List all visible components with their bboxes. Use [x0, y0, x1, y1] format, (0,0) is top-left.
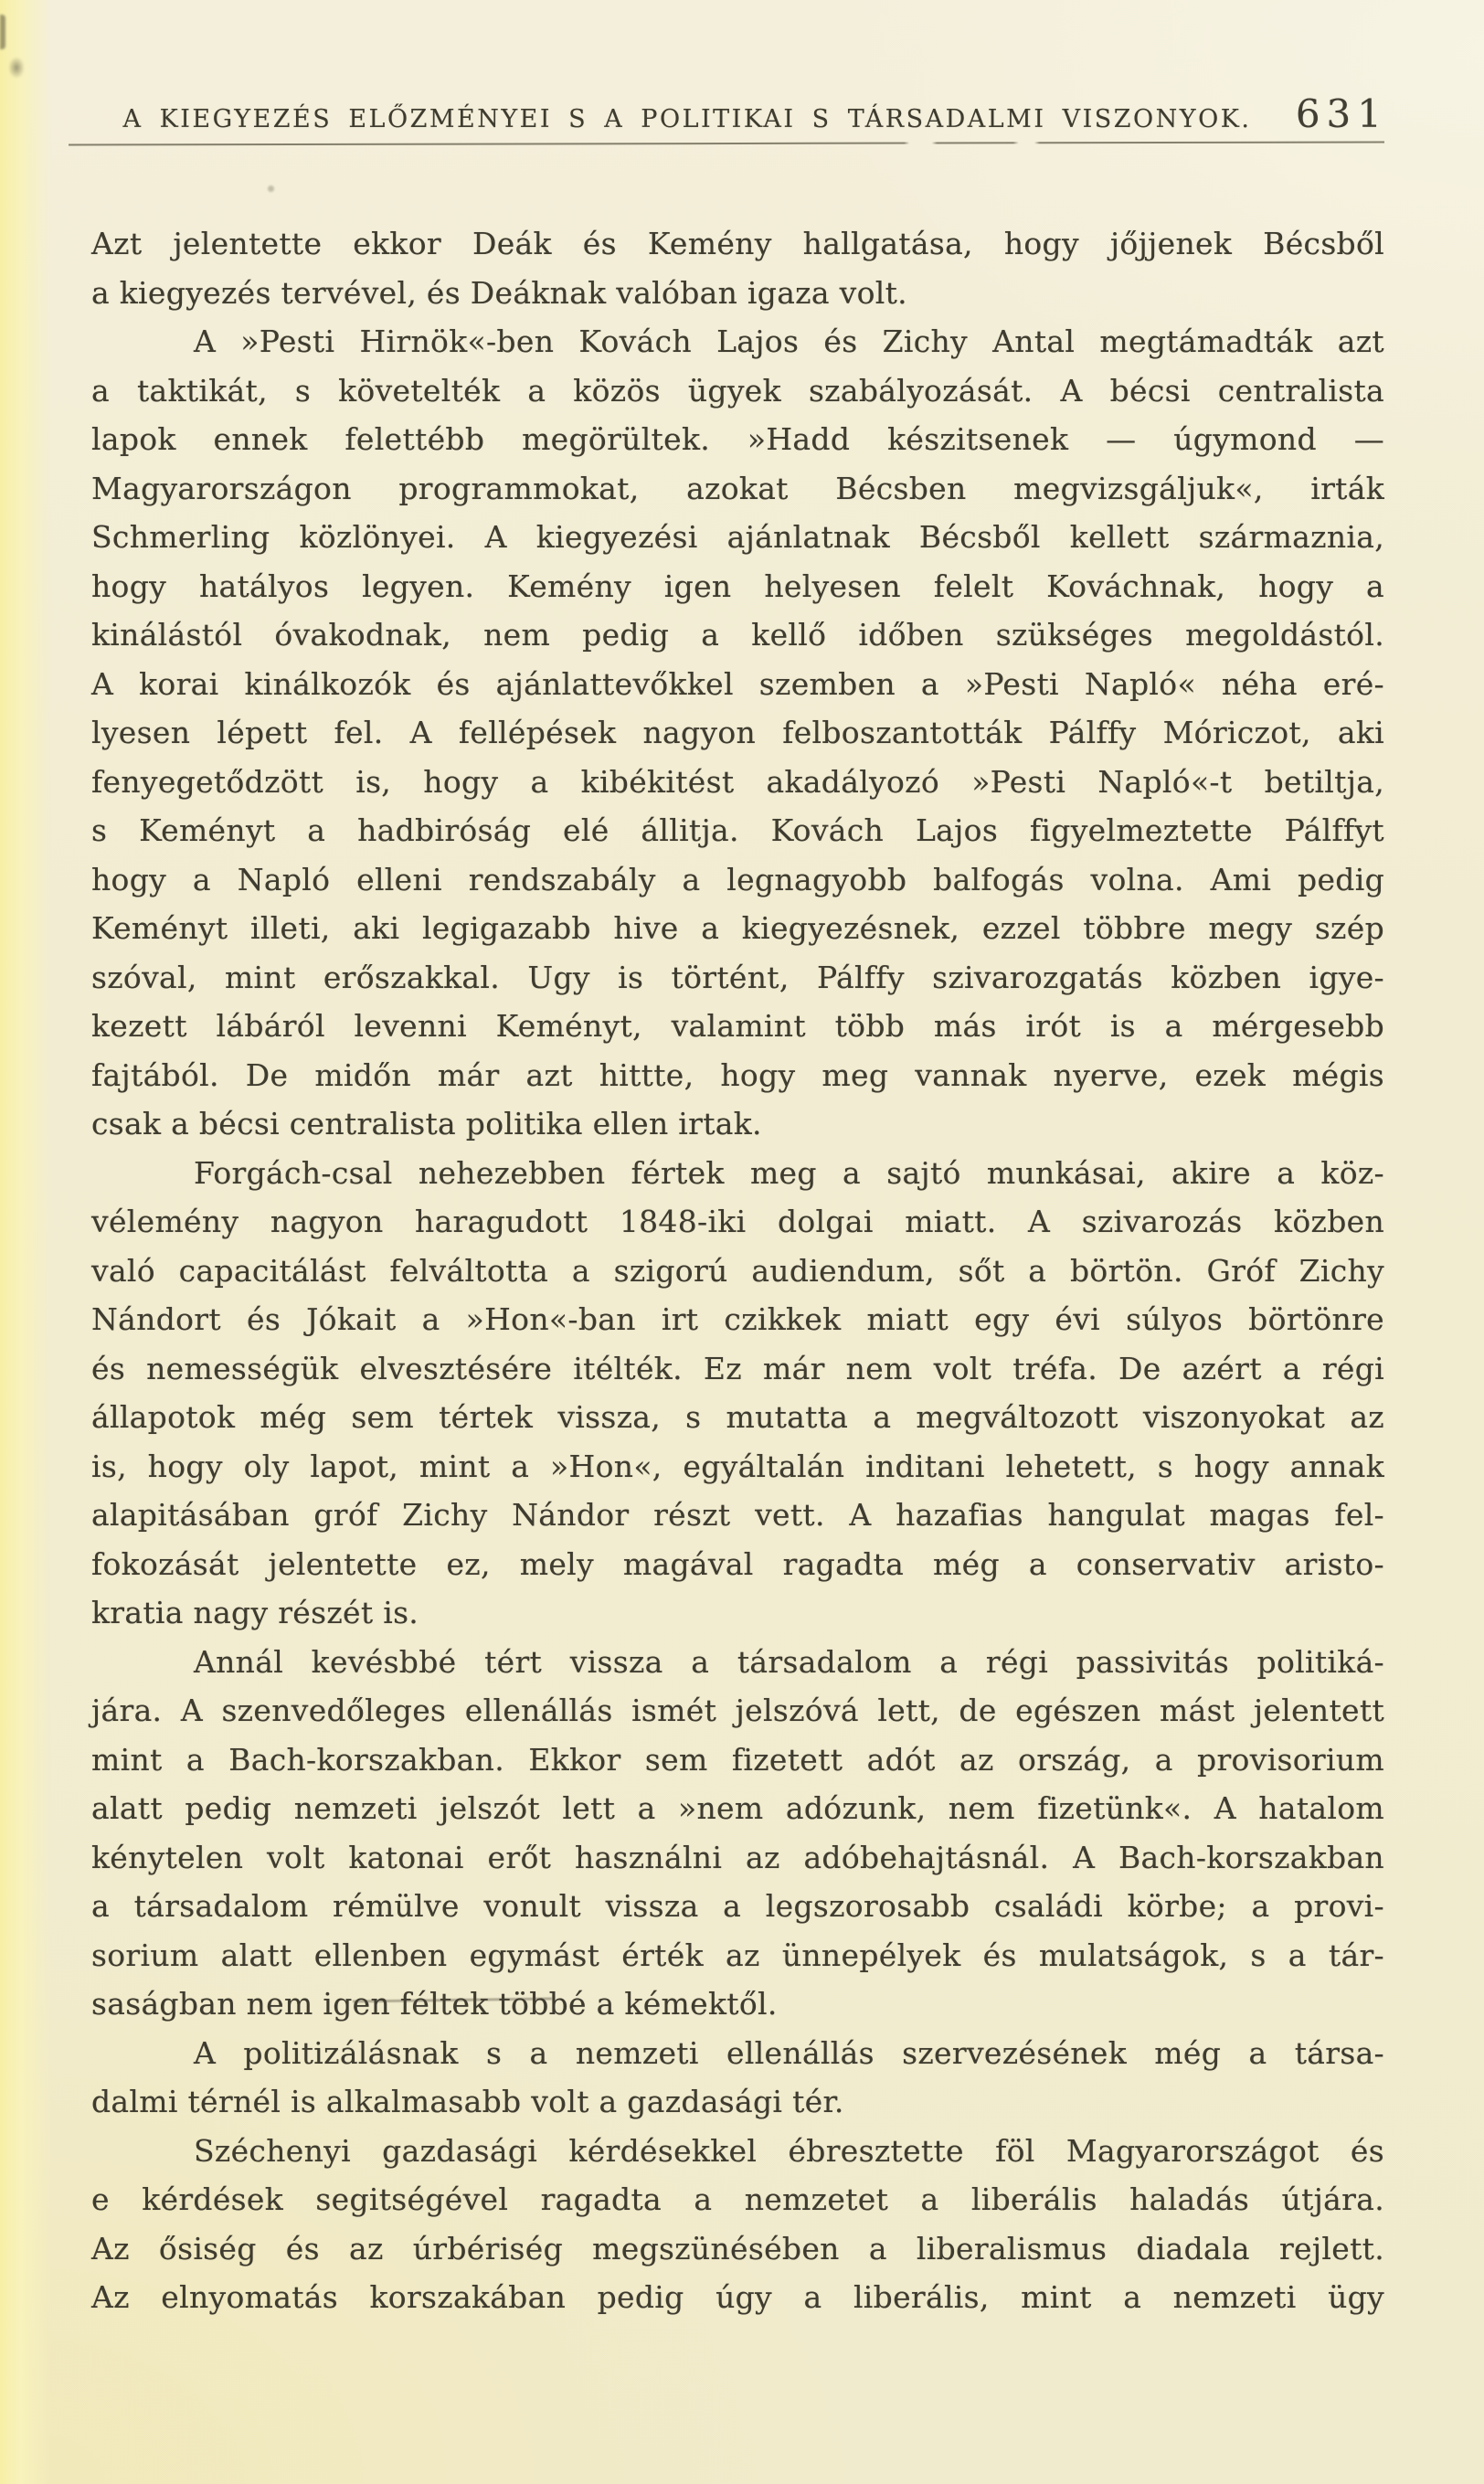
text-line: való capacitálást felváltotta a szigorú audiendum, sőt a börtön. Gróf Zichy	[91, 1252, 1384, 1289]
text-line: A politizálásnak s a nemzeti ellenállás szervezésének még a társa-	[194, 2034, 1384, 2071]
text-line: kénytelen volt katonai erőt használni az adóbehajtásnál. A Bach-korszakban	[91, 1839, 1384, 1875]
scan-edge-mark	[0, 15, 5, 49]
paragraph	[91, 317, 1384, 1149]
page-number: 631	[1295, 91, 1388, 136]
text-line: szóval, mint erőszakkal. Ugy is történt, Pálffy szivarozgatás közben igye-	[91, 959, 1384, 995]
paragraph	[91, 2029, 1384, 2127]
text-line: Az elnyomatás korszakában pedig úgy a liberális, mint a nemzeti ügy	[91, 2279, 1384, 2315]
text-line: vélemény nagyon haragudott 1848-iki dolgai miatt. A szivarozás közben	[91, 1204, 1384, 1239]
scan-smudge	[5, 53, 27, 82]
text-line: lyesen lépett fel. A fellépések nagyon felboszantották Pálffy Móriczot, aki	[91, 715, 1384, 750]
text-line: A korai kinálkozók és ajánlattevőkkel szemben a »Pesti Napló« néha eré-	[91, 665, 1384, 702]
text-line: hogy hatályos legyen. Kemény igen helyesen felelt Kováchnak, hogy a	[91, 568, 1384, 604]
text-line: a társadalom rémülve vonult vissza a legszorosabb családi körbe; a provi-	[91, 1888, 1384, 1924]
paragraph	[91, 2127, 1384, 2322]
text-line: fenyegetődzött is, hogy a kibékitést akadályozó »Pesti Napló«-t betiltja,	[91, 763, 1384, 800]
text-line: a kiegyezés tervével, és Deáknak valóban igaza volt.	[91, 274, 907, 311]
text-line: Forgách-csal nehezebben fértek meg a sajtó munkásai, akire a köz-	[194, 1154, 1384, 1191]
page-header	[87, 91, 1388, 136]
text-line: lapok ennek felettébb megörültek. »Hadd készitsenek — úgymond —	[91, 421, 1384, 457]
text-line: hogy a Napló elleni rendszabály a legnagyobb balfogás volna. Ami pedig	[91, 861, 1384, 897]
text-line: fokozását jelentette ez, mely magával ragadta még a conservativ aristo-	[91, 1545, 1384, 1582]
text-line: és nemességük elvesztésére itélték. Ez már nem volt tréfa. De azért a régi	[91, 1350, 1384, 1386]
text-line: alatt pedig nemzeti jelszót lett a »nem adózunk, nem fizetünk«. A hatalom	[91, 1790, 1384, 1826]
text-line: Annál kevésbbé tért vissza a társadalom a régi passivitás politiká-	[194, 1643, 1384, 1680]
text-line: jára. A szenvedőleges ellenállás ismét jelszóvá lett, de egészen mást jelentett	[91, 1693, 1384, 1728]
text-line: sorium alatt ellenben egymást érték az ünnepélyek és mulatságok, s a tár-	[91, 1937, 1384, 1973]
text-line: Azt jelentette ekkor Deák és Kemény hallgatása, hogy jőjjenek Bécsből	[91, 226, 1384, 261]
text-line: is, hogy oly lapot, mint a »Hon«, egyáltalán inditani lehetett, s hogy annak	[91, 1448, 1384, 1484]
text-line: Nándort és Jókait a »Hon«-ban irt czikkek miatt egy évi súlyos börtönre	[91, 1301, 1384, 1337]
text-line: kezett lábáról levenni Keményt, valamint több más irót is a mérgesebb	[91, 1008, 1384, 1044]
text-line: állapotok még sem tértek vissza, s mutatta a megváltozott viszonyokat az	[91, 1399, 1384, 1435]
text-line: Az ősiség és az úrbériség megszünésében a liberalismus diadala rejlett.	[91, 2230, 1384, 2266]
scan-speck	[268, 186, 274, 192]
text-line: mint a Bach-korszakban. Ekkor sem fizetett adót az ország, a provisorium	[91, 1741, 1384, 1778]
text-line: Keményt illeti, aki legigazabb hive a kiegyezésnek, ezzel többre megy szép	[91, 910, 1384, 946]
text-line: A »Pesti Hirnök«-ben Kovách Lajos és Zichy Antal megtámadták azt	[194, 324, 1384, 359]
text-line: csak a bécsi centralista politika ellen irtak.	[91, 1106, 762, 1141]
text-line: s Keményt a hadbiróság elé állitja. Kovách Lajos figyelmeztette Pálffyt	[91, 812, 1384, 848]
text-line: Széchenyi gazdasági kérdésekkel ébresztette föl Magyarországot és	[194, 2132, 1384, 2169]
paragraph	[91, 1149, 1384, 1638]
running-head-title: A KIEGYEZÉS ELŐZMÉNYEI S A POLITIKAI S TÁRSADALMI VISZONYOK.	[122, 105, 1252, 133]
text-line: dalmi térnél is alkalmasabb volt a gazdasági tér.	[91, 2084, 844, 2119]
text-line: a taktikát, s követelték a közös ügyek szabályozását. A bécsi centralista	[91, 372, 1384, 409]
text-line: e kérdések segitségével ragadta a nemzetet a liberális haladás útjára.	[91, 2181, 1384, 2217]
header-rule	[69, 141, 1384, 145]
paragraph	[91, 1638, 1384, 2029]
text-line: Schmerling közlönyei. A kiegyezési ajánlatnak Bécsből kellett származnia,	[91, 519, 1384, 555]
text-line: saságban nem igen féltek többé a kémektől.	[91, 1986, 778, 2022]
text-line: kinálástól óvakodnak, nem pedig a kellő időben szükséges megoldástól.	[91, 617, 1384, 653]
body-text	[91, 219, 1384, 2322]
text-line: Magyarországon programmokat, azokat Bécsben megvizsgáljuk«, irták	[91, 470, 1384, 506]
text-line: kratia nagy részét is.	[91, 1595, 419, 1630]
text-line: alapitásában gróf Zichy Nándor részt vett. A hazafias hangulat magas fel-	[91, 1497, 1384, 1533]
paragraph	[91, 219, 1384, 317]
text-line: fajtából. De midőn már azt hittte, hogy meg vannak nyerve, ezek mégis	[91, 1056, 1384, 1093]
